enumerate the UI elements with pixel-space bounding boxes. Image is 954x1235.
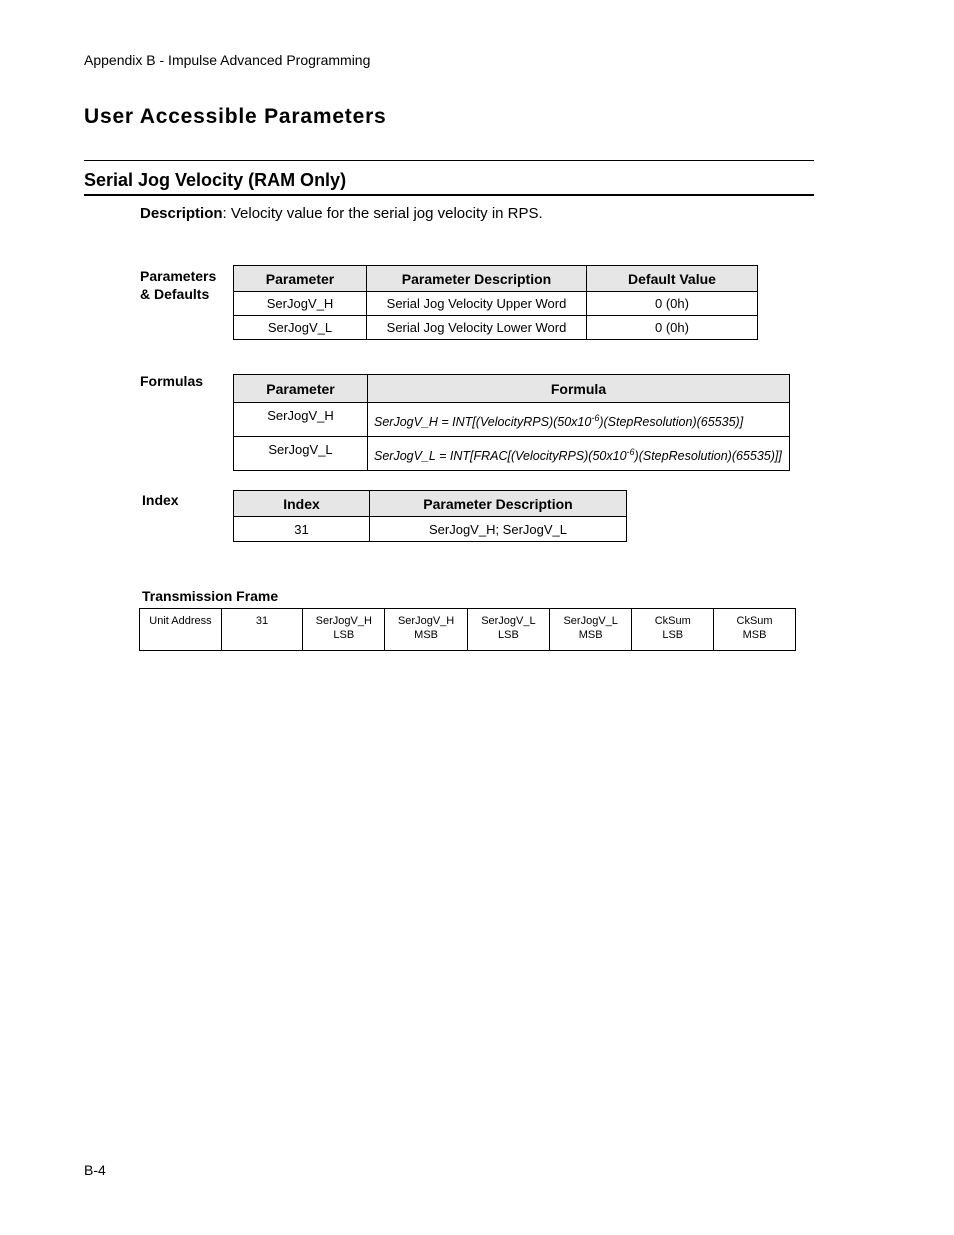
formula-text: )(StepResolution)(65535)]] (634, 449, 782, 464)
table-header-row (234, 491, 627, 517)
column-header: Parameter Description (370, 491, 627, 517)
column-header: Parameter (234, 266, 367, 292)
table-cell: 31 (234, 517, 370, 542)
formula-text: SerJogV_H = INT[(VelocityRPS)(50x10 (374, 415, 592, 430)
table-cell: SerJogV_L (234, 437, 368, 471)
column-header: Parameter Description (367, 266, 587, 292)
section-rule-top (84, 160, 814, 161)
page-title: User Accessible Parameters (84, 105, 387, 128)
table-cell: SerJogV_L (234, 316, 367, 340)
index-label: Index (142, 492, 179, 508)
frame-cell (632, 609, 714, 651)
page-number: B-4 (84, 1162, 106, 1178)
formula-cell (368, 403, 790, 437)
section-rule-bottom (84, 194, 814, 196)
table-row (234, 517, 627, 542)
params-defaults-table (233, 265, 758, 340)
params-defaults-label (140, 267, 216, 303)
frame-cell (467, 609, 549, 651)
frame-cell (714, 609, 796, 651)
formula-text: SerJogV_L = INT[FRAC[(VelocityRPS)(50x10 (374, 449, 627, 464)
formula-exponent: -6 (591, 413, 600, 424)
index-table (233, 490, 627, 542)
column-header: Default Value (587, 266, 758, 292)
table-cell: 0 (0h) (587, 316, 758, 340)
transmission-frame-table (139, 608, 796, 651)
frame-cell (221, 609, 302, 651)
params-label-line1: Parameters (140, 268, 217, 284)
frame-cell-line2: MSB (742, 629, 767, 641)
table-cell: Serial Jog Velocity Lower Word (367, 316, 587, 340)
description-text: : Velocity value for the serial jog velocity in RPS. (222, 205, 543, 222)
running-header: Appendix B - Impulse Advanced Programming (84, 52, 371, 68)
frame-cell-line1: SerJogV_H (397, 615, 455, 627)
table-header-row (234, 266, 758, 292)
frame-cell-line2: LSB (662, 629, 684, 641)
frame-cell-line2: LSB (333, 629, 355, 641)
section-title: Serial Jog Velocity (RAM Only) (84, 170, 347, 190)
frame-cell-line1: Unit Address (149, 615, 212, 627)
frame-cell-line2: MSB (414, 629, 439, 641)
table-row (140, 609, 796, 651)
frame-cell (303, 609, 385, 651)
table-header-row (234, 375, 790, 403)
frame-cell (550, 609, 632, 651)
table-row (234, 316, 758, 340)
formula-exponent: -6 (626, 447, 635, 458)
formulas-table (233, 374, 790, 471)
column-header: Formula (368, 375, 790, 403)
column-header: Index (234, 491, 370, 517)
transmission-frame-label: Transmission Frame (142, 588, 279, 604)
table-cell: Serial Jog Velocity Upper Word (367, 292, 587, 316)
frame-cell-line1: SerJogV_H (315, 615, 372, 627)
frame-cell (385, 609, 467, 651)
frame-cell-line2: MSB (578, 629, 603, 641)
frame-cell-line1: 31 (255, 615, 269, 627)
table-cell: 0 (0h) (587, 292, 758, 316)
description (140, 205, 543, 222)
table-row (234, 403, 790, 437)
frame-cell (140, 609, 222, 651)
table-row (234, 437, 790, 471)
formulas-label: Formulas (140, 373, 204, 389)
table-row (234, 292, 758, 316)
frame-cell-line1: SerJogV_L (481, 615, 536, 627)
frame-cell-line1: CkSum (736, 615, 773, 627)
formula-cell (368, 437, 790, 471)
table-cell: SerJogV_H; SerJogV_L (370, 517, 627, 542)
table-cell: SerJogV_H (234, 403, 368, 437)
formula-text: )(StepResolution)(65535)] (599, 415, 744, 430)
params-label-line2: & Defaults (140, 286, 210, 302)
frame-cell-line1: SerJogV_L (563, 615, 618, 627)
frame-cell-line1: CkSum (654, 615, 691, 627)
column-header: Parameter (234, 375, 368, 403)
description-label: Description (140, 205, 223, 222)
frame-cell-line2: LSB (498, 629, 519, 641)
table-cell: SerJogV_H (234, 292, 367, 316)
